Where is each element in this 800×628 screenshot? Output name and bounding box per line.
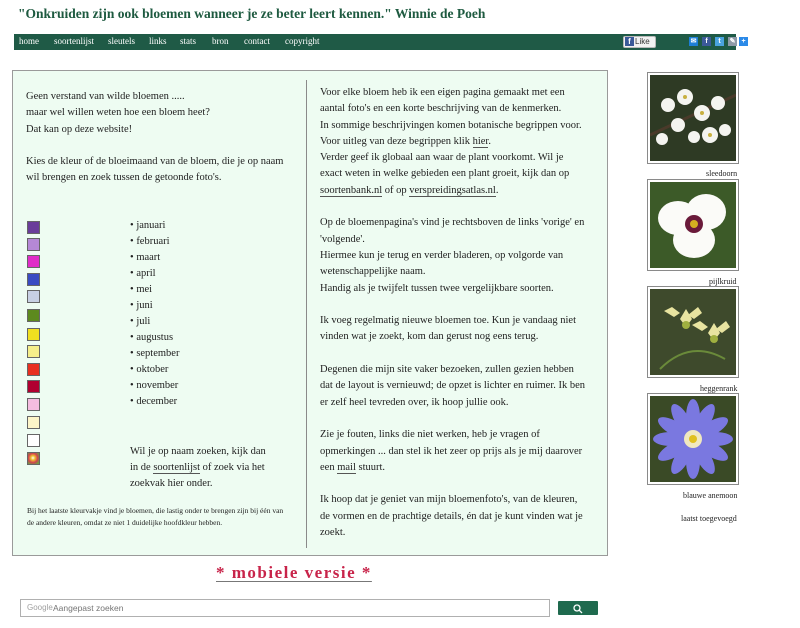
caption-sleedoorn[interactable]: sleedoorn: [706, 169, 738, 178]
month-oktober[interactable]: • oktober: [130, 364, 169, 375]
month-december[interactable]: • december: [130, 396, 178, 407]
month-augustus[interactable]: • augustus: [130, 332, 174, 343]
color-swatch-pink[interactable]: [27, 255, 40, 268]
month-april[interactable]: • april: [130, 268, 156, 279]
color-swatch-white[interactable]: [27, 434, 40, 447]
color-swatch-mixed[interactable]: [27, 452, 40, 465]
color-swatch-yellow[interactable]: [27, 328, 40, 341]
search-box[interactable]: [20, 599, 550, 617]
choose-line: Kies de kleur of de bloeimaand van de bloem, die je op naam: [26, 156, 284, 168]
month-september[interactable]: • september: [130, 348, 180, 359]
color-swatch-lightpink[interactable]: [27, 398, 40, 411]
caption-blauwe-anemoon[interactable]: blauwe anemoon: [683, 491, 738, 500]
nav-links[interactable]: links: [149, 36, 167, 46]
blauwe-anemoon-photo: [650, 396, 736, 482]
pijlkruid-photo: [650, 182, 736, 268]
name-search-text: Wil je op naam zoeken, kijk dan in de soortenlijst of zoek via het zoekvak hier onder.: [130, 446, 266, 489]
intro-line: maar wel willen weten hoe een bloem heet?: [26, 107, 210, 119]
heggenrank-photo: [650, 289, 736, 375]
month-januari[interactable]: • januari: [130, 220, 166, 231]
mail-share-icon[interactable]: ✉: [690, 38, 697, 45]
more-share-icon[interactable]: +: [739, 37, 748, 46]
facebook-like-button[interactable]: [623, 36, 656, 48]
edit-share-icon[interactable]: ✎: [729, 38, 736, 45]
color-swatch-blue[interactable]: [27, 273, 40, 286]
twitter-share-icon[interactable]: t: [715, 37, 724, 46]
column-divider: [306, 80, 307, 548]
color-swatch-purple[interactable]: [27, 221, 40, 234]
begrippen-link[interactable]: hier: [472, 135, 489, 147]
thumb-pijlkruid[interactable]: [647, 179, 739, 271]
color-swatch-red[interactable]: [27, 363, 40, 376]
month-februari[interactable]: • februari: [130, 236, 170, 247]
color-swatch-cream[interactable]: [27, 416, 40, 429]
search-icon: [573, 604, 583, 614]
thumb-heggenrank[interactable]: [647, 286, 739, 378]
soortenbank-link[interactable]: soortenbank.nl: [320, 184, 383, 196]
like-label: Like: [635, 37, 650, 46]
google-label: Google: [27, 603, 53, 612]
search-button[interactable]: [558, 601, 598, 615]
color-swatch-lightblue[interactable]: [27, 290, 40, 303]
choose-line: wil brengen en zoek tussen de getoonde foto's.: [26, 172, 222, 184]
color-swatch-darkred[interactable]: [27, 380, 40, 393]
search-input[interactable]: [53, 601, 543, 615]
nav-contact[interactable]: contact: [244, 36, 270, 46]
facebook-icon: f: [625, 37, 634, 46]
month-mei[interactable]: • mei: [130, 284, 153, 295]
intro-text: [26, 89, 296, 187]
nav-copyright[interactable]: copyright: [285, 36, 320, 46]
color-swatch-lightyellow[interactable]: [27, 345, 40, 358]
color-swatch-green[interactable]: [27, 309, 40, 322]
site-quote: "Onkruiden zijn ook bloemen wanneer je ze beter leert kennen." Winnie de Poeh: [18, 6, 486, 21]
nav-stats[interactable]: stats: [180, 36, 197, 46]
last-added-label: laatst toegevoegd: [681, 514, 737, 523]
verspreidingsatlas-link[interactable]: verspreidingsatlas.nl: [409, 184, 496, 196]
nav-bron[interactable]: bron: [212, 36, 229, 46]
month-november[interactable]: • november: [130, 380, 179, 391]
color-swatch-lilac[interactable]: [27, 238, 40, 251]
info-text: Voor elke bloem heb ik een eigen pagina gemaakt met een aantal foto's en een korte beschrijving van de kenmerken. In sommige beschrijvingen komen botanische begrippen voor. Voor uitleg van deze begrippen klik hier. Verder geef ik globaal aan waar de plant voorkomt. Wil je exact weten in welke gebieden een plant groeit, kijk dan op soortenbank.nl of op verspreidingsatlas.nl. Op de bloemenpagina's vind je rechtsboven de links 'vorige' en 'volgende'. Hiermee kun je terug en verder bladeren, op volgorde van wetenschappelijke naam. Handig als je twijfelt tussen twee vergelijkbare soorten. Ik voeg regelmatig nieuwe bloemen toe. Kun je vandaag niet vinden wat je zoekt, kom dan gerust nog eens terug. Degenen die mijn site vaker bezoeken, zullen gezien hebben dat de layout is vernieuwd; de opzet is lichter en ruimer. Ik ben er zelf heel tevreden over, ik hoop jullie ook. Zie je fouten, links die niet werken, heb je vragen of opmerkingen ... dan stel ik het zeer op prijs als je mij daarover een mail stuurt. Ik hoop dat je geniet van mijn bloemenfoto's, van de kleuren, de vormen en de prachtige details, én dat je kunt vinden wat je zoekt.: [320, 87, 586, 539]
mail-link[interactable]: mail: [337, 461, 356, 473]
nav-bar: [14, 34, 746, 50]
caption-pijlkruid[interactable]: pijlkruid: [709, 277, 737, 286]
nav-home[interactable]: home: [19, 36, 39, 46]
intro-line: Geen verstand van wilde bloemen .....: [26, 91, 185, 102]
soortenlijst-link[interactable]: soortenlijst: [153, 462, 200, 473]
thumb-sleedoorn[interactable]: [647, 72, 739, 164]
nav-soortenlijst[interactable]: soortenlijst: [54, 36, 94, 46]
facebook-share-icon[interactable]: f: [702, 37, 711, 46]
month-juli[interactable]: • juli: [130, 316, 151, 327]
mobile-version-link[interactable]: * mobiele versie *: [216, 563, 372, 582]
month-juni[interactable]: • juni: [130, 300, 153, 311]
nav-sleutels[interactable]: sleutels: [108, 36, 135, 46]
month-maart[interactable]: • maart: [130, 252, 161, 263]
caption-heggenrank[interactable]: heggenrank: [700, 384, 738, 393]
sleedoorn-photo: [650, 75, 736, 161]
mixed-color-note: Bij het laatste kleurvakje vind je bloemen, die lastig onder te brengen zijn bij één van de andere kleuren, omdat ze niet 1 duidelijke hoofdkleur hebben.: [27, 506, 284, 527]
thumb-blauwe-anemoon[interactable]: [647, 393, 739, 485]
intro-line: Dat kan op deze website!: [26, 123, 133, 135]
